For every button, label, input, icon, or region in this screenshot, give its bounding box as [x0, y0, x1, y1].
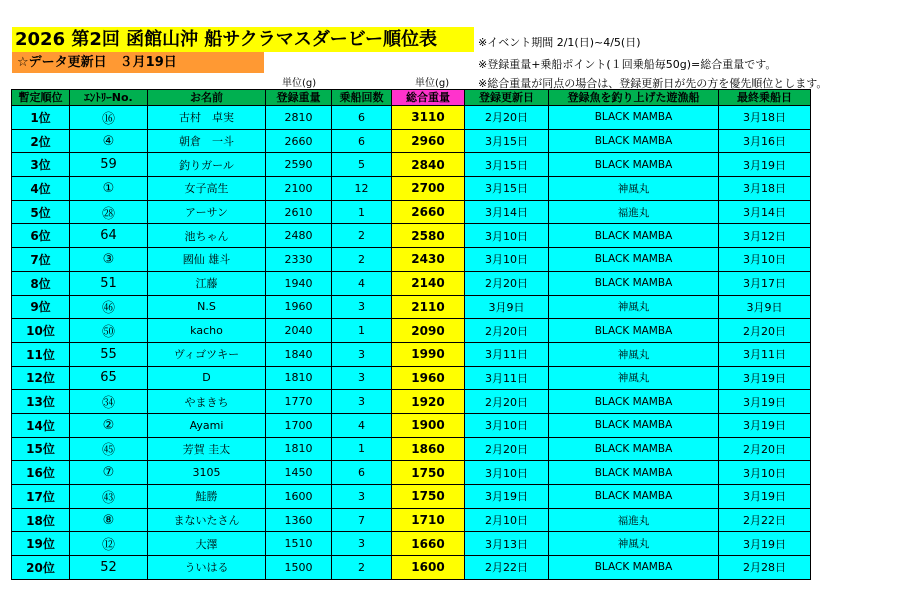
boat-cell: BLACK MAMBA — [549, 413, 719, 437]
boat-cell: BLACK MAMBA — [549, 153, 719, 177]
rank-cell: 4位 — [12, 177, 70, 201]
total-weight-cell: 1710 — [392, 508, 465, 532]
total-weight-cell: 1600 — [392, 556, 465, 580]
total-weight-cell: 2430 — [392, 248, 465, 272]
rank-cell: 19位 — [12, 532, 70, 556]
name-cell: 江藤 — [148, 271, 266, 295]
name-cell: 芳賀 圭太 — [148, 437, 266, 461]
last-ride-date-cell: 3月12日 — [719, 224, 811, 248]
entry-no-cell: 64 — [70, 224, 148, 248]
rank-cell: 13位 — [12, 390, 70, 414]
boat-cell: BLACK MAMBA — [549, 319, 719, 343]
total-weight-cell: 2140 — [392, 271, 465, 295]
col-header-name: お名前 — [148, 90, 266, 106]
ride-count-cell: 3 — [332, 295, 392, 319]
rank-cell: 5位 — [12, 200, 70, 224]
registered-weight-cell: 1600 — [266, 485, 332, 509]
ride-count-cell: 3 — [332, 390, 392, 414]
registered-weight-cell: 1770 — [266, 390, 332, 414]
registered-weight-cell: 2330 — [266, 248, 332, 272]
name-cell: 3105 — [148, 461, 266, 485]
last-ride-date-cell: 3月11日 — [719, 342, 811, 366]
update-date-cell: 2月20日 — [465, 106, 549, 130]
update-date-cell: 3月11日 — [465, 342, 549, 366]
entry-no-cell: ㊿ — [70, 319, 148, 343]
registered-weight-cell: 1840 — [266, 342, 332, 366]
ride-count-cell: 2 — [332, 248, 392, 272]
last-ride-date-cell: 3月18日 — [719, 106, 811, 130]
total-weight-cell: 2090 — [392, 319, 465, 343]
table-row — [12, 366, 811, 390]
registered-weight-cell: 1810 — [266, 437, 332, 461]
entry-no-cell: ⑦ — [70, 461, 148, 485]
table-row — [12, 319, 811, 343]
entry-no-cell: 65 — [70, 366, 148, 390]
total-weight-cell: 2660 — [392, 200, 465, 224]
update-date-cell: 3月10日 — [465, 461, 549, 485]
ride-count-cell: 6 — [332, 461, 392, 485]
total-weight-cell: 2580 — [392, 224, 465, 248]
rank-cell: 2位 — [12, 129, 70, 153]
table-row — [12, 508, 811, 532]
entry-no-cell: ⑯ — [70, 106, 148, 130]
name-cell: kacho — [148, 319, 266, 343]
total-weight-cell: 2840 — [392, 153, 465, 177]
col-header-rides: 乗船回数 — [332, 90, 392, 106]
name-cell: 朝倉 一斗 — [148, 129, 266, 153]
col-header-rank: 暫定順位 — [12, 90, 70, 106]
formula-note: ※登録重量+乗船ポイント(１回乗船毎50g)=総合重量です。 — [478, 58, 777, 71]
last-ride-date-cell: 3月10日 — [719, 461, 811, 485]
rank-cell: 12位 — [12, 366, 70, 390]
rank-cell: 15位 — [12, 437, 70, 461]
boat-cell: BLACK MAMBA — [549, 248, 719, 272]
name-cell: 女子高生 — [148, 177, 266, 201]
ride-count-cell: 1 — [332, 437, 392, 461]
total-weight-cell: 1660 — [392, 532, 465, 556]
registered-weight-cell: 2100 — [266, 177, 332, 201]
total-weight-cell: 2960 — [392, 129, 465, 153]
tie-rule-note: ※総合重量が同点の場合は、登録更新日が先の方を優先順位とします。 — [478, 77, 828, 90]
boat-cell: BLACK MAMBA — [549, 390, 719, 414]
update-date-cell: 3月9日 — [465, 295, 549, 319]
entry-no-cell: ④ — [70, 129, 148, 153]
event-period-note: ※イベント期間 2/1(日)~4/5(日) — [478, 36, 641, 49]
ride-count-cell: 1 — [332, 319, 392, 343]
ride-count-cell: 4 — [332, 271, 392, 295]
rank-cell: 16位 — [12, 461, 70, 485]
rank-cell: 6位 — [12, 224, 70, 248]
table-row — [12, 129, 811, 153]
update-date-cell: 3月10日 — [465, 248, 549, 272]
table-row — [12, 224, 811, 248]
update-date-cell: 3月19日 — [465, 485, 549, 509]
boat-cell: 神風丸 — [549, 366, 719, 390]
name-cell: まないたさん — [148, 508, 266, 532]
last-ride-date-cell: 3月19日 — [719, 485, 811, 509]
last-ride-date-cell: 3月10日 — [719, 248, 811, 272]
rank-cell: 7位 — [12, 248, 70, 272]
table-row — [12, 177, 811, 201]
name-cell: 池ちゃん — [148, 224, 266, 248]
table-row — [12, 248, 811, 272]
entry-no-cell: ① — [70, 177, 148, 201]
table-row — [12, 271, 811, 295]
boat-cell: BLACK MAMBA — [549, 461, 719, 485]
last-ride-date-cell: 3月19日 — [719, 390, 811, 414]
entry-no-cell: ② — [70, 413, 148, 437]
boat-cell: 福進丸 — [549, 508, 719, 532]
registered-weight-cell: 2590 — [266, 153, 332, 177]
col-header-entry: ｴﾝﾄﾘｰNo. — [70, 90, 148, 106]
total-weight-cell: 1960 — [392, 366, 465, 390]
name-cell: 古村 卓実 — [148, 106, 266, 130]
last-ride-date-cell: 2月20日 — [719, 437, 811, 461]
update-date-cell: 2月10日 — [465, 508, 549, 532]
update-date-cell: 3月13日 — [465, 532, 549, 556]
boat-cell: BLACK MAMBA — [549, 271, 719, 295]
registered-weight-cell: 1940 — [266, 271, 332, 295]
entry-no-cell: 59 — [70, 153, 148, 177]
table-row — [12, 532, 811, 556]
ride-count-cell: 3 — [332, 342, 392, 366]
update-date-cell: 3月14日 — [465, 200, 549, 224]
rank-cell: 1位 — [12, 106, 70, 130]
entry-no-cell: 55 — [70, 342, 148, 366]
table-row — [12, 295, 811, 319]
update-date-cell: 2月20日 — [465, 390, 549, 414]
boat-cell: 神風丸 — [549, 295, 719, 319]
name-cell: 大澤 — [148, 532, 266, 556]
table-row — [12, 437, 811, 461]
update-date-cell: 3月10日 — [465, 224, 549, 248]
col-header-total: 総合重量 — [392, 90, 465, 106]
rank-cell: 11位 — [12, 342, 70, 366]
ride-count-cell: 6 — [332, 106, 392, 130]
registered-weight-cell: 2480 — [266, 224, 332, 248]
total-weight-cell: 2700 — [392, 177, 465, 201]
table-row — [12, 200, 811, 224]
name-cell: やまきち — [148, 390, 266, 414]
col-header-last-ride: 最終乗船日 — [719, 90, 811, 106]
last-ride-date-cell: 2月22日 — [719, 508, 811, 532]
total-weight-cell: 1990 — [392, 342, 465, 366]
table-row — [12, 461, 811, 485]
ride-count-cell: 7 — [332, 508, 392, 532]
table-row — [12, 342, 811, 366]
entry-no-cell: ⑧ — [70, 508, 148, 532]
boat-cell: BLACK MAMBA — [549, 224, 719, 248]
table-row — [12, 153, 811, 177]
table-row — [12, 390, 811, 414]
unit-label-total: 単位(g) — [415, 78, 450, 89]
last-ride-date-cell: 3月17日 — [719, 271, 811, 295]
rank-cell: 18位 — [12, 508, 70, 532]
update-date-cell: 3月11日 — [465, 366, 549, 390]
total-weight-cell: 1860 — [392, 437, 465, 461]
ride-count-cell: 4 — [332, 413, 392, 437]
rank-cell: 8位 — [12, 271, 70, 295]
rank-cell: 10位 — [12, 319, 70, 343]
name-cell: D — [148, 366, 266, 390]
table-header-row — [12, 90, 811, 106]
col-header-boat: 登録魚を釣り上げた遊漁船 — [549, 90, 719, 106]
rank-cell: 3位 — [12, 153, 70, 177]
update-date-cell: 3月15日 — [465, 129, 549, 153]
total-weight-cell: 3110 — [392, 106, 465, 130]
registered-weight-cell: 1960 — [266, 295, 332, 319]
update-date-cell: 3月15日 — [465, 153, 549, 177]
entry-no-cell: ㉘ — [70, 200, 148, 224]
total-weight-cell: 1920 — [392, 390, 465, 414]
ride-count-cell: 5 — [332, 153, 392, 177]
last-ride-date-cell: 3月19日 — [719, 413, 811, 437]
table-row — [12, 413, 811, 437]
update-date-cell: 3月15日 — [465, 177, 549, 201]
boat-cell: BLACK MAMBA — [549, 556, 719, 580]
rank-cell: 9位 — [12, 295, 70, 319]
entry-no-cell: ⑫ — [70, 532, 148, 556]
name-cell: ういはる — [148, 556, 266, 580]
ride-count-cell: 2 — [332, 556, 392, 580]
update-date-cell: 2月20日 — [465, 437, 549, 461]
ranking-table — [11, 89, 811, 580]
ranking-table-body — [12, 106, 811, 580]
total-weight-cell: 1750 — [392, 461, 465, 485]
entry-no-cell: ③ — [70, 248, 148, 272]
data-update-date: ☆データ更新日 ３月19日 — [12, 52, 264, 73]
last-ride-date-cell: 3月19日 — [719, 366, 811, 390]
ride-count-cell: 3 — [332, 366, 392, 390]
table-row — [12, 556, 811, 580]
total-weight-cell: 1750 — [392, 485, 465, 509]
rank-cell: 14位 — [12, 413, 70, 437]
boat-cell: 神風丸 — [549, 532, 719, 556]
update-date-cell: 3月10日 — [465, 413, 549, 437]
entry-no-cell: ㉞ — [70, 390, 148, 414]
update-date-cell: 2月22日 — [465, 556, 549, 580]
name-cell: N.S — [148, 295, 266, 319]
entry-no-cell: ㊺ — [70, 437, 148, 461]
ride-count-cell: 1 — [332, 200, 392, 224]
last-ride-date-cell: 3月14日 — [719, 200, 811, 224]
registered-weight-cell: 1500 — [266, 556, 332, 580]
registered-weight-cell: 2040 — [266, 319, 332, 343]
registered-weight-cell: 1510 — [266, 532, 332, 556]
name-cell: ヴィゴツキー — [148, 342, 266, 366]
update-date-cell: 2月20日 — [465, 271, 549, 295]
registered-weight-cell: 2810 — [266, 106, 332, 130]
registered-weight-cell: 1810 — [266, 366, 332, 390]
rank-cell: 17位 — [12, 485, 70, 509]
table-row — [12, 485, 811, 509]
name-cell: 國仙 雄斗 — [148, 248, 266, 272]
name-cell: アーサン — [148, 200, 266, 224]
registered-weight-cell: 2610 — [266, 200, 332, 224]
ride-count-cell: 2 — [332, 224, 392, 248]
rank-cell: 20位 — [12, 556, 70, 580]
entry-no-cell: ㊻ — [70, 295, 148, 319]
ride-count-cell: 12 — [332, 177, 392, 201]
last-ride-date-cell: 3月16日 — [719, 129, 811, 153]
name-cell: 鮭勝 — [148, 485, 266, 509]
boat-cell: 神風丸 — [549, 342, 719, 366]
ride-count-cell: 6 — [332, 129, 392, 153]
total-weight-cell: 1900 — [392, 413, 465, 437]
name-cell: 釣りガール — [148, 153, 266, 177]
col-header-weight: 登録重量 — [266, 90, 332, 106]
table-row — [12, 106, 811, 130]
registered-weight-cell: 1700 — [266, 413, 332, 437]
boat-cell: 神風丸 — [549, 177, 719, 201]
boat-cell: BLACK MAMBA — [549, 129, 719, 153]
last-ride-date-cell: 3月19日 — [719, 153, 811, 177]
entry-no-cell: 51 — [70, 271, 148, 295]
last-ride-date-cell: 2月28日 — [719, 556, 811, 580]
page-title: 2026 第2回 函館山沖 船サクラマスダービー順位表 — [12, 27, 474, 52]
boat-cell: BLACK MAMBA — [549, 437, 719, 461]
ride-count-cell: 3 — [332, 485, 392, 509]
last-ride-date-cell: 3月18日 — [719, 177, 811, 201]
boat-cell: BLACK MAMBA — [549, 485, 719, 509]
entry-no-cell: ㊸ — [70, 485, 148, 509]
last-ride-date-cell: 3月9日 — [719, 295, 811, 319]
last-ride-date-cell: 2月20日 — [719, 319, 811, 343]
ride-count-cell: 3 — [332, 532, 392, 556]
col-header-updated: 登録更新日 — [465, 90, 549, 106]
registered-weight-cell: 1360 — [266, 508, 332, 532]
entry-no-cell: 52 — [70, 556, 148, 580]
name-cell: Ayami — [148, 413, 266, 437]
boat-cell: BLACK MAMBA — [549, 106, 719, 130]
total-weight-cell: 2110 — [392, 295, 465, 319]
registered-weight-cell: 2660 — [266, 129, 332, 153]
boat-cell: 福進丸 — [549, 200, 719, 224]
registered-weight-cell: 1450 — [266, 461, 332, 485]
unit-label-weight: 単位(g) — [282, 78, 317, 89]
last-ride-date-cell: 3月19日 — [719, 532, 811, 556]
update-date-cell: 2月20日 — [465, 319, 549, 343]
